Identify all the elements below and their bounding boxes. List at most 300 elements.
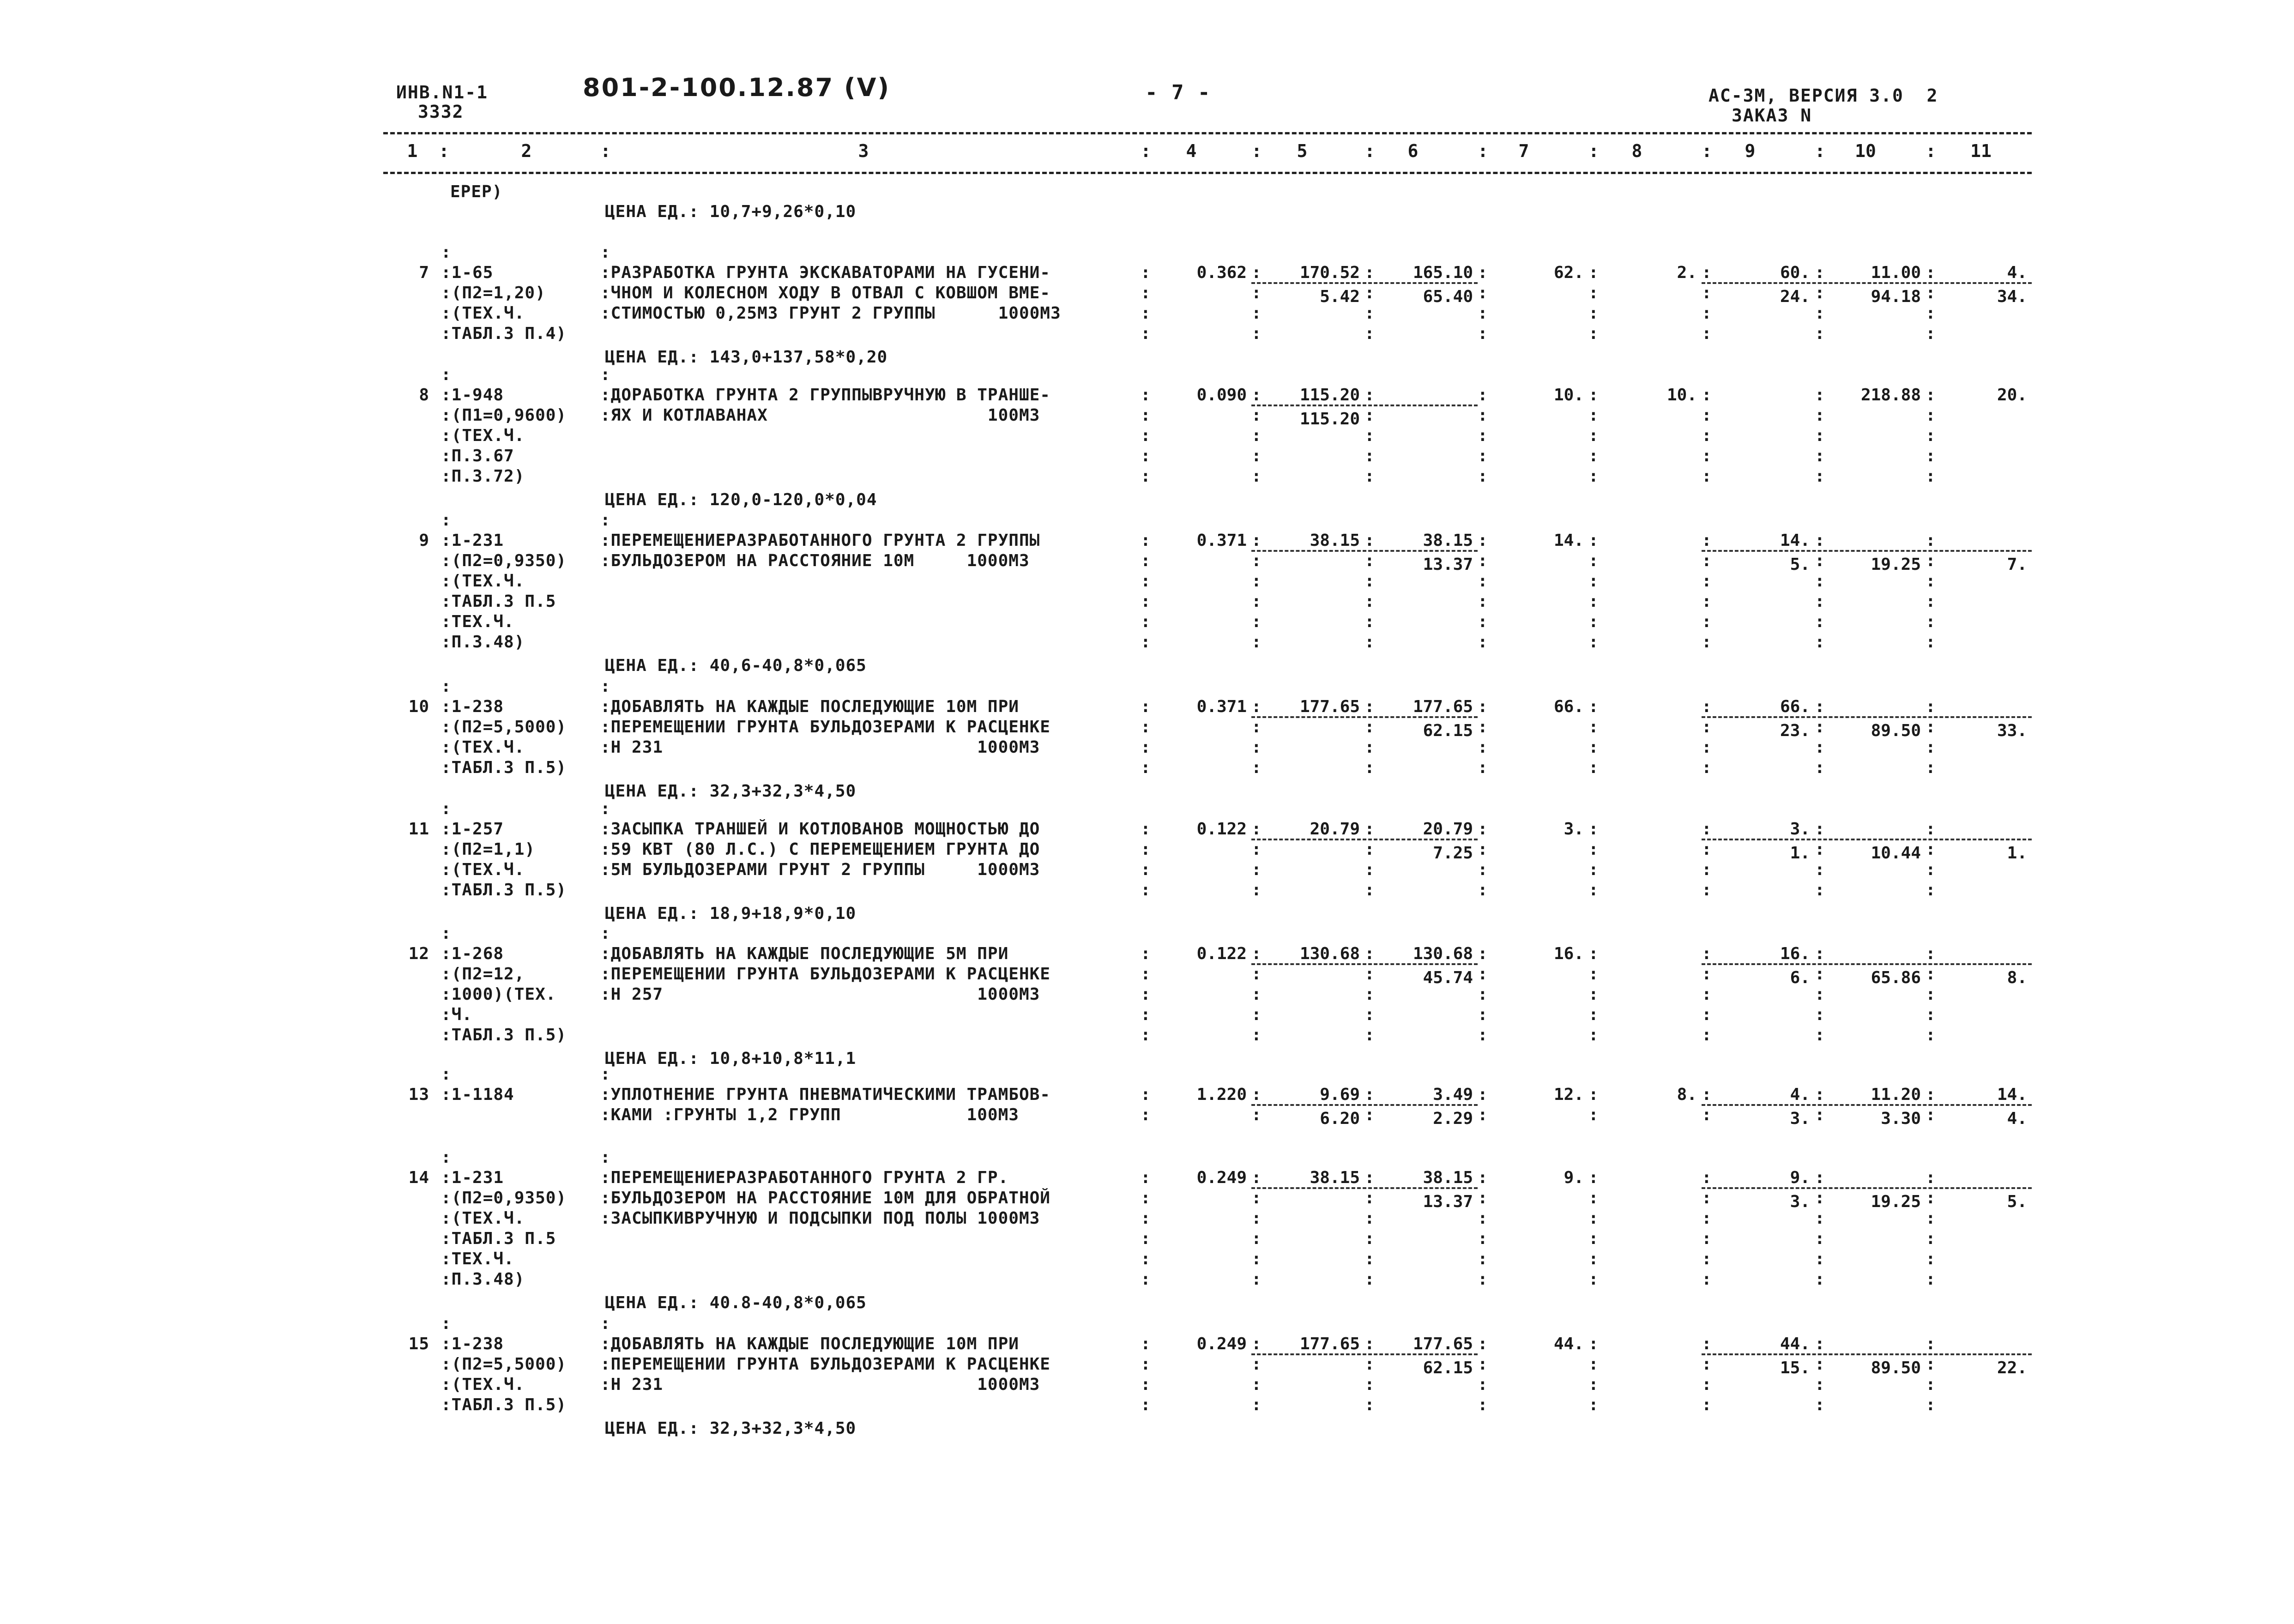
row-colon-guide: : [441,511,452,530]
cell-separator: : [1815,467,1825,486]
cell-c9b: 1. [1790,844,1810,863]
cell-separator: : [1702,718,1712,737]
cell-separator: : [1588,447,1599,465]
row-description-line: :ЯХ И КОТЛАВАНАХ 100М3 [600,406,1040,425]
column-header-4: 4 [1186,141,1197,161]
subtotal-rule [1251,716,1478,718]
cell-separator: : [1702,1355,1712,1374]
cell-separator: : [1251,386,1262,404]
cell-separator: : [1478,447,1488,465]
subtotal-rule [1251,1187,1478,1189]
cell-separator: : [1815,738,1825,757]
prefix-unit-price: ЦЕНА ЕД.: 10,7+9,26*0,10 [605,202,857,221]
cell-separator: : [1815,1355,1825,1374]
row-colon-guide: : [600,924,611,943]
row-description-line: :ЗАСЫПКА ТРАНШЕЙ И КОТЛОВАНОВ МОЩНОСТЬЮ ДО [600,820,1040,839]
cell-separator: : [1926,467,1936,486]
cell-separator: : [1926,881,1936,900]
subtotal-rule [1251,963,1478,965]
cell-separator: : [1588,1355,1599,1374]
cell-separator: : [1926,860,1936,879]
cell-separator: : [1926,1375,1936,1394]
cell-separator: : [1702,304,1712,323]
cell-separator: : [1815,1334,1825,1353]
cell-separator: : [1702,1270,1712,1289]
cell-c4: 0.122 [1196,944,1247,963]
cell-separator: : [1364,531,1375,550]
cell-separator: : [1251,1229,1262,1248]
row-code-line: :(ТЕХ.Ч. [441,426,525,445]
cell-separator: : [1478,820,1488,839]
cell-c7: 10. [1553,386,1584,404]
row-code-line: :(П2=0,9350) [441,551,567,570]
row-colon-guide: : [600,1065,611,1084]
cell-separator: : [1702,592,1712,611]
row-code-line: :(П2=1,1) [441,840,536,859]
cell-separator: : [1702,985,1712,1004]
cell-separator: : [1926,386,1936,404]
cell-c7: 9. [1564,1168,1584,1187]
cell-separator: : [1141,467,1151,486]
cell-separator: : [1251,985,1262,1004]
cell-separator: : [1141,386,1151,404]
row-colon-guide: : [441,243,452,262]
cell-separator: : [1141,633,1151,652]
row-unit-price: ЦЕНА ЕД.: 40,6-40,8*0,065 [605,656,867,675]
row-code-line: :(П2=1,20) [441,284,546,302]
cell-separator: : [1141,1085,1151,1104]
cell-separator: : [1141,1270,1151,1289]
cell-separator: : [1702,965,1712,984]
cell-separator: : [1141,263,1151,282]
header-bottom-rule [383,172,2032,174]
cell-separator: : [1926,1005,1936,1024]
cell-separator: : [1251,1168,1262,1187]
cell-separator: : [1926,551,1936,570]
row-description-line: :КАМИ :ГРУНТЫ 1,2 ГРУПП 100М3 [600,1105,1019,1124]
cell-separator: : [1926,1355,1936,1374]
cell-separator: : [1364,1229,1375,1248]
cell-c6b: 65.40 [1423,287,1473,306]
subtotal-rule [1251,1353,1478,1355]
cell-separator: : [1815,386,1825,404]
cell-separator: : [1478,965,1488,984]
cell-separator: : [1702,1005,1712,1024]
row-colon-guide: : [441,1314,452,1333]
cell-separator: : [1702,447,1712,465]
cell-separator: : [1702,1168,1712,1187]
cell-c5: 170.52 [1299,263,1360,282]
cell-separator: : [1478,1085,1488,1104]
cell-c10b: 89.50 [1871,721,1921,740]
cell-separator: : [1141,840,1151,859]
cell-separator: : [1141,758,1151,777]
row-number: 14 [408,1168,429,1187]
cell-separator: : [1478,612,1488,631]
cell-separator: : [1364,718,1375,737]
cell-c11: 4. [2007,263,2027,282]
cell-separator: : [1478,592,1488,611]
cell-separator: : [1926,426,1936,445]
cell-separator: : [1251,758,1262,777]
cell-separator: : [1141,820,1151,839]
cell-separator: : [1251,263,1262,282]
cell-c6: 38.15 [1423,1168,1473,1187]
cell-separator: : [1926,1105,1936,1124]
cell-c4: 0.090 [1196,386,1247,404]
cell-c7: 44. [1553,1334,1584,1353]
cell-c6: 165.10 [1413,263,1473,282]
cell-separator: : [1251,406,1262,425]
cell-separator: : [1926,965,1936,984]
cell-separator: : [1141,1375,1151,1394]
cell-separator: : [1141,284,1151,302]
cell-c9b: 24. [1780,287,1810,306]
cell-separator: : [1141,1334,1151,1353]
row-description-line: :РАЗРАБОТКА ГРУНТА ЭКСКАВАТОРАМИ НА ГУСЕНИ- [600,263,1050,282]
cell-separator: : [1478,840,1488,859]
cell-separator: : [1251,820,1262,839]
cell-separator: : [1141,426,1151,445]
cell-separator: : [1926,304,1936,323]
cell-separator: : [1141,447,1151,465]
row-number: 13 [408,1085,429,1104]
row-code-line: :1-231 [441,531,504,550]
cell-separator: : [1364,284,1375,302]
cell-separator: : [1702,1026,1712,1044]
cell-separator: : [1141,718,1151,737]
cell-separator: : [1815,840,1825,859]
cell-separator: : [1815,820,1825,839]
subtotal-rule [1702,1353,2032,1355]
column-separator: : [1815,141,1825,161]
row-code-line: :П.3.72) [441,467,525,486]
cell-separator: : [1588,551,1599,570]
subtotal-rule [1702,282,2032,284]
cell-separator: : [1588,1229,1599,1248]
column-header-1: 1 [407,141,418,161]
cell-separator: : [1815,304,1825,323]
cell-separator: : [1588,592,1599,611]
cell-separator: : [1478,860,1488,879]
cell-separator: : [1588,1375,1599,1394]
cell-separator: : [1141,1229,1151,1248]
row-description-line: :ЧНОМ И КОЛЕСНОМ ХОДУ В ОТВАЛ С КОВШОМ ВМЕ- [600,284,1050,302]
cell-separator: : [1588,386,1599,404]
cell-separator: : [1815,1005,1825,1024]
row-code-line: :1-948 [441,386,504,404]
cell-c7: 62. [1553,263,1584,282]
column-separator: : [1702,141,1712,161]
cell-separator: : [1926,284,1936,302]
cell-separator: : [1815,633,1825,652]
row-unit-price: ЦЕНА ЕД.: 40.8-40,8*0,065 [605,1293,867,1312]
cell-c4: 0.249 [1196,1334,1247,1353]
cell-separator: : [1815,1085,1825,1104]
cell-separator: : [1815,612,1825,631]
cell-c8: 8. [1677,1085,1697,1104]
cell-separator: : [1702,738,1712,757]
cell-separator: : [1364,738,1375,757]
cell-c4: 0.249 [1196,1168,1247,1187]
cell-separator: : [1588,612,1599,631]
cell-c10b: 19.25 [1871,555,1921,574]
cell-separator: : [1478,1375,1488,1394]
row-number: 15 [408,1334,429,1353]
cell-separator: : [1141,1105,1151,1124]
row-colon-guide: : [600,365,611,384]
cell-c10b: 10.44 [1871,844,1921,863]
cell-separator: : [1815,592,1825,611]
cell-separator: : [1702,531,1712,550]
cell-separator: : [1251,1355,1262,1374]
cell-separator: : [1588,697,1599,716]
cell-separator: : [1478,1270,1488,1289]
cell-c6: 20.79 [1423,820,1473,839]
row-description-line: :ДОБАВЛЯТЬ НА КАЖДЫЕ ПОСЛЕДУЮЩИЕ 10М ПРИ [600,697,1019,716]
cell-separator: : [1702,820,1712,839]
cell-c10b: 19.25 [1871,1192,1921,1211]
cell-separator: : [1364,426,1375,445]
row-code-line: :(ТЕХ.Ч. [441,1209,525,1228]
cell-separator: : [1815,1270,1825,1289]
cell-c5b: 6.20 [1320,1109,1360,1128]
row-code-line: :(П2=5,5000) [441,1355,567,1374]
column-header-2: 2 [521,141,532,161]
cell-separator: : [1478,697,1488,716]
cell-separator: : [1588,1105,1599,1124]
cell-separator: : [1815,860,1825,879]
cell-separator: : [1588,284,1599,302]
cell-separator: : [1478,738,1488,757]
row-code-line: :1-238 [441,697,504,716]
cell-c10b: 65.86 [1871,968,1921,987]
cell-separator: : [1251,531,1262,550]
row-code-line: :1-231 [441,1168,504,1187]
cell-separator: : [1478,1005,1488,1024]
cell-separator: : [1478,633,1488,652]
cell-separator: : [1478,467,1488,486]
row-code-line: :Ч. [441,1005,473,1024]
cell-c8: 2. [1677,263,1697,282]
cell-separator: : [1588,738,1599,757]
cell-c9: 66. [1780,697,1810,716]
cell-separator: : [1815,1209,1825,1228]
cell-separator: : [1588,406,1599,425]
cell-separator: : [1364,612,1375,631]
cell-separator: : [1478,531,1488,550]
cell-separator: : [1251,697,1262,716]
cell-separator: : [1364,1168,1375,1187]
cell-separator: : [1141,1355,1151,1374]
cell-separator: : [1588,1085,1599,1104]
row-code-line: :(П1=0,9600) [441,406,567,425]
row-unit-price: ЦЕНА ЕД.: 32,3+32,3*4,50 [605,782,857,801]
row-code-line: :(П2=0,9350) [441,1189,567,1207]
cell-separator: : [1364,840,1375,859]
row-code-line: :ТАБЛ.3 П.5) [441,1026,567,1044]
inventory-number: 3332 [418,102,464,122]
cell-separator: : [1926,1334,1936,1353]
cell-separator: : [1478,758,1488,777]
cell-separator: : [1364,1026,1375,1044]
column-separator: : [1588,141,1599,161]
row-colon-guide: : [600,1314,611,1333]
cell-separator: : [1364,304,1375,323]
cell-separator: : [1702,263,1712,282]
subtotal-rule [1251,550,1478,552]
row-description-line: :ПЕРЕМЕЩЕНИЕРАЗРАБОТАННОГО ГРУНТА 2 ГРУППЫ [600,531,1040,550]
cell-c5: 20.79 [1310,820,1360,839]
cell-separator: : [1251,592,1262,611]
cell-separator: : [1702,467,1712,486]
cell-c9b: 23. [1780,721,1810,740]
cell-separator: : [1926,944,1936,963]
cell-separator: : [1251,1209,1262,1228]
page-number: - 7 - [1145,81,1211,104]
cell-separator: : [1815,1105,1825,1124]
cell-separator: : [1815,1395,1825,1414]
cell-c9b: 3. [1790,1109,1810,1128]
row-colon-guide: : [600,511,611,530]
cell-separator: : [1588,820,1599,839]
row-description-line: :ЗАСЫПКИВРУЧНУЮ И ПОДСЫПКИ ПОД ПОЛЫ 1000М3 [600,1209,1040,1228]
cell-separator: : [1251,1250,1262,1268]
cell-c9: 4. [1790,1085,1810,1104]
subtotal-rule [1251,404,1478,406]
cell-separator: : [1815,284,1825,302]
cell-c7: 66. [1553,697,1584,716]
cell-separator: : [1251,1334,1262,1353]
cell-separator: : [1815,944,1825,963]
cell-separator: : [1815,572,1825,591]
cell-separator: : [1478,1026,1488,1044]
cell-c11b: 7. [2007,555,2027,574]
cell-separator: : [1141,1026,1151,1044]
cell-separator: : [1478,718,1488,737]
cell-separator: : [1702,697,1712,716]
row-code-line: :П.3.48) [441,633,525,652]
cell-c9: 44. [1780,1334,1810,1353]
cell-c6: 38.15 [1423,531,1473,550]
cell-separator: : [1478,551,1488,570]
cell-separator: : [1251,860,1262,879]
cell-separator: : [1364,592,1375,611]
header-top-rule [383,132,2032,134]
row-number: 7 [419,263,429,282]
cell-c8: 10. [1666,386,1697,404]
row-code-line: :(ТЕХ.Ч. [441,572,525,591]
cell-separator: : [1702,324,1712,343]
row-colon-guide: : [441,677,452,696]
cell-separator: : [1815,531,1825,550]
cell-separator: : [1141,406,1151,425]
row-description-line: :Н 231 1000М3 [600,1375,1040,1394]
row-code-line: :ТАБЛ.3 П.4) [441,324,567,343]
cell-separator: : [1588,1250,1599,1268]
cell-separator: : [1141,985,1151,1004]
cell-separator: : [1251,1105,1262,1124]
row-code-line: :ТЕХ.Ч. [441,612,514,631]
cell-separator: : [1926,406,1936,425]
row-code-line: :ТАБЛ.3 П.5 [441,592,556,611]
cell-separator: : [1702,406,1712,425]
cell-c6b: 62.15 [1423,721,1473,740]
cell-separator: : [1926,1209,1936,1228]
cell-c10: 11.20 [1871,1085,1921,1104]
cell-separator: : [1815,1250,1825,1268]
cell-separator: : [1251,944,1262,963]
cell-separator: : [1588,965,1599,984]
row-description-line: :ПЕРЕМЕЩЕНИИ ГРУНТА БУЛЬДОЗЕРАМИ К РАСЦЕНКЕ [600,965,1050,984]
column-header-3: 3 [858,141,869,161]
cell-separator: : [1588,467,1599,486]
row-code-line: :(ТЕХ.Ч. [441,738,525,757]
row-code-line: :1-257 [441,820,504,839]
cell-separator: : [1364,467,1375,486]
cell-separator: : [1926,633,1936,652]
cell-separator: : [1141,965,1151,984]
cell-separator: : [1364,1375,1375,1394]
cell-separator: : [1141,1209,1151,1228]
cell-c9: 16. [1780,944,1810,963]
cell-c9b: 15. [1780,1358,1810,1377]
cell-separator: : [1141,324,1151,343]
row-description-line: :БУЛЬДОЗЕРОМ НА РАССТОЯНИЕ 10М ДЛЯ ОБРАТНОЙ [600,1189,1050,1207]
cell-separator: : [1702,944,1712,963]
cell-c9: 14. [1780,531,1810,550]
cell-separator: : [1702,551,1712,570]
cell-separator: : [1926,612,1936,631]
cell-c11b: 5. [2007,1192,2027,1211]
subtotal-rule [1702,716,2032,718]
cell-separator: : [1926,1250,1936,1268]
row-description-line: :ДОБАВЛЯТЬ НА КАЖДЫЕ ПОСЛЕДУЮЩИЕ 5М ПРИ [600,944,1009,963]
inventory-label: ИНВ.N1-1 [396,82,489,103]
cell-separator: : [1588,1026,1599,1044]
cell-separator: : [1478,881,1488,900]
cell-separator: : [1926,324,1936,343]
cell-separator: : [1588,1395,1599,1414]
cell-separator: : [1815,758,1825,777]
cell-separator: : [1926,1168,1936,1187]
row-code-line: :1-238 [441,1334,504,1353]
row-colon-guide: : [600,243,611,262]
cell-separator: : [1364,1189,1375,1207]
subtotal-rule [1702,1104,2032,1106]
cell-separator: : [1478,1168,1488,1187]
subtotal-rule [1702,550,2032,552]
cell-separator: : [1588,1189,1599,1207]
cell-separator: : [1588,840,1599,859]
cell-c6: 177.65 [1413,1334,1473,1353]
cell-separator: : [1478,1355,1488,1374]
cell-separator: : [1478,1189,1488,1207]
row-colon-guide: : [441,924,452,943]
cell-separator: : [1364,985,1375,1004]
cell-c6b: 2.29 [1433,1109,1473,1128]
cell-separator: : [1702,1375,1712,1394]
cell-separator: : [1926,820,1936,839]
cell-separator: : [1478,1229,1488,1248]
cell-separator: : [1478,1395,1488,1414]
cell-separator: : [1364,1355,1375,1374]
cell-c6b: 13.37 [1423,555,1473,574]
cell-separator: : [1251,447,1262,465]
cell-separator: : [1815,426,1825,445]
cell-separator: : [1926,718,1936,737]
cell-separator: : [1702,426,1712,445]
